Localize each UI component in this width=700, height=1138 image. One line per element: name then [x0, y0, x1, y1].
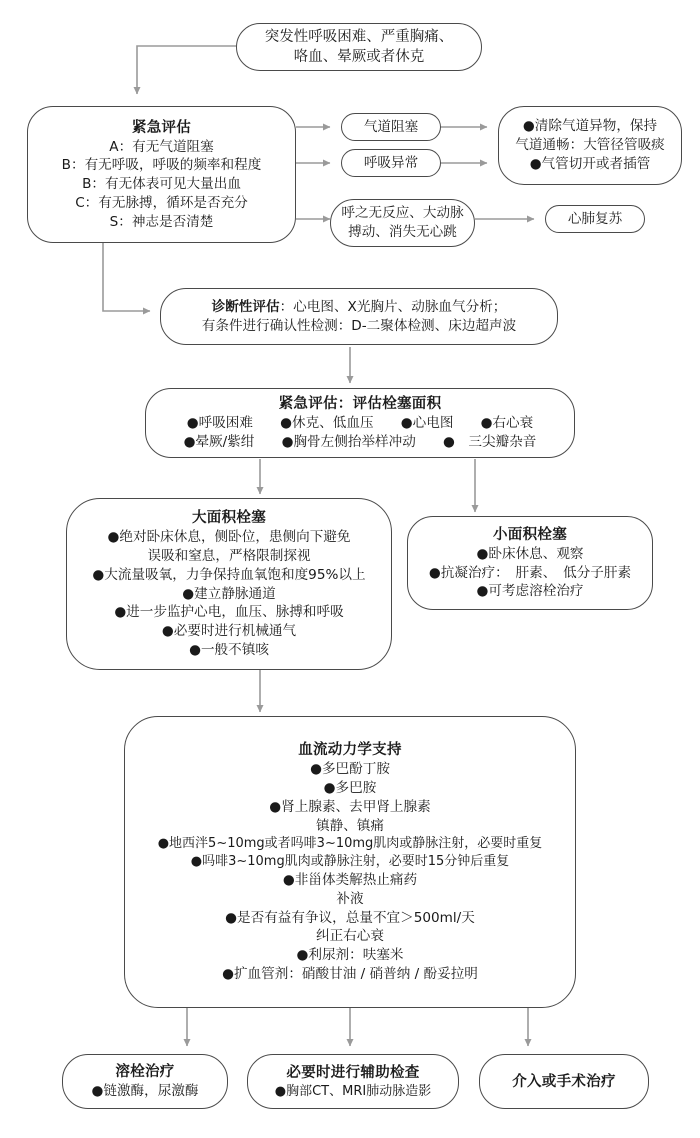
node-auxiliary-exam[interactable] — [247, 1054, 459, 1109]
small-embolism-title: 小面积栓塞 — [493, 526, 567, 543]
small-embolism-line-2: ●抗凝治疗： 肝素、 低分子肝素 — [428, 564, 632, 581]
assess-embolism-area-line-2: ●晕厥/紫绀 ●胸骨左侧抬举样冲动 ● 三尖瓣杂音 — [183, 434, 537, 450]
hemodynamic-support-line-7: ●非甾体类解热止痛药 — [282, 872, 418, 889]
arrow-onset-to-emergency — [137, 46, 236, 94]
emergency-assessment-title: 紧急评估 — [131, 119, 192, 136]
node-diagnostic-assessment[interactable] — [160, 288, 558, 345]
massive-embolism-line-3: ●大流量吸氧，力争保持血氧饱和度95%以上 — [92, 566, 366, 583]
surgery-title: 介入或手术治疗 — [512, 1073, 616, 1090]
hemodynamic-support-line-6: ●吗啡3~10mg肌肉或静脉注射，必要时15分钟后重复 — [190, 854, 510, 870]
no-response-line-1: 呼之无反应、大动脉 — [341, 205, 464, 222]
massive-embolism-line-2: 误吸和窒息，严格限制探视 — [147, 548, 311, 565]
diagnostic-assessment-rest: ：心电图、X光胸片、动脉血气分析； — [279, 298, 507, 315]
diagnostic-assessment-line-1 — [212, 298, 507, 317]
hemodynamic-support-line-3: ●肾上腺素、去甲肾上腺素 — [269, 798, 431, 815]
hemodynamic-support-line-1: ●多巴酚丁胺 — [310, 761, 390, 778]
airway-management-line-1: ●清除气道异物，保持 — [522, 118, 658, 135]
node-assess-embolism-area[interactable] — [145, 388, 575, 458]
assess-embolism-area-title: 紧急评估：评估栓塞面积 — [278, 396, 442, 413]
node-thrombolysis[interactable] — [62, 1054, 228, 1109]
node-onset[interactable] — [236, 23, 482, 71]
node-airway-obstruction[interactable] — [341, 113, 441, 141]
hemodynamic-support-line-11: ●利尿剂：呋塞米 — [296, 947, 404, 964]
hemodynamic-support-line-5: ●地西泮5~10mg或者吗啡3~10mg肌肉或静脉注射，必要时重复 — [157, 836, 543, 852]
thrombolysis-title: 溶栓治疗 — [115, 1064, 175, 1081]
small-embolism-line-3: ●可考虑溶栓治疗 — [476, 583, 584, 600]
hemodynamic-support-line-10: 纠正右心衰 — [316, 928, 384, 945]
hemodynamic-support-line-12: ●扩血管剂：硝酸甘油 / 硝普纳 / 酚妥拉明 — [222, 965, 478, 982]
cpr-label: 心肺复苏 — [567, 210, 623, 227]
hemodynamic-support-title: 血流动力学支持 — [298, 742, 402, 759]
emergency-assessment-line-s: S：神志是否清楚 — [109, 213, 214, 230]
hemodynamic-support-line-8: 补液 — [336, 890, 364, 907]
emergency-assessment-line-c: C：有无脉搏，循环是否充分 — [75, 194, 248, 211]
no-response-line-2: 搏动、消失无心跳 — [348, 224, 457, 240]
hemodynamic-support-line-2: ●多巴胺 — [323, 780, 377, 797]
node-emergency-assessment[interactable] — [27, 106, 296, 243]
node-breathing-abnormal[interactable] — [341, 149, 441, 177]
node-hemodynamic-support[interactable] — [124, 716, 576, 1008]
assess-embolism-area-line-1: ●呼吸困难 ●休克、低血压 ●心电图 ●右心衰 — [186, 415, 534, 432]
emergency-assessment-line-b2: B：有无体表可见大量出血 — [82, 176, 241, 193]
auxiliary-exam-line-1: ●胸部CT、MRI肺动脉造影 — [274, 1083, 432, 1099]
massive-embolism-line-4: ●建立静脉通道 — [182, 585, 276, 602]
node-massive-embolism[interactable] — [66, 498, 392, 670]
node-surgery[interactable] — [479, 1054, 649, 1109]
airway-management-line-2: 气道通畅：大管径管吸痰 — [515, 137, 665, 154]
auxiliary-exam-title: 必要时进行辅助检查 — [286, 1064, 420, 1081]
massive-embolism-line-1: ●绝对卧床休息，侧卧位，患侧向下避免 — [107, 529, 351, 546]
massive-embolism-title: 大面积栓塞 — [192, 510, 266, 527]
emergency-assessment-line-a: A：有无气道阻塞 — [109, 138, 214, 155]
airway-management-line-3: ●气管切开或者插管 — [529, 155, 651, 172]
node-small-embolism[interactable] — [407, 516, 653, 610]
diagnostic-assessment-line-2: 有条件进行确认性检测：D-二聚体检测、床边超声波 — [201, 317, 517, 334]
massive-embolism-line-5: ●进一步监护心电，血压、脉搏和呼吸 — [114, 604, 344, 621]
onset-line-2: 咯血、晕厥或者休克 — [293, 49, 425, 65]
airway-obstruction-label: 气道阻塞 — [363, 118, 419, 135]
small-embolism-line-1: ●卧床休息、观察 — [476, 545, 584, 562]
massive-embolism-line-7: ●一般不镇咳 — [189, 641, 269, 658]
diagnostic-assessment-bold: 诊断性评估 — [211, 298, 280, 315]
breathing-abnormal-label: 呼吸异常 — [363, 154, 419, 171]
massive-embolism-line-6: ●必要时进行机械通气 — [161, 623, 297, 640]
emergency-assessment-line-b1: B：有无呼吸，呼吸的频率和程度 — [61, 157, 262, 174]
onset-line-1: 突发性呼吸困难、严重胸痛、 — [264, 29, 454, 45]
arrow-emergency-to-diagnostic — [103, 243, 150, 311]
node-no-response[interactable] — [330, 199, 475, 247]
hemodynamic-support-line-4: 镇静、镇痛 — [316, 817, 384, 834]
hemodynamic-support-line-9: ●是否有益有争议，总量不宜＞500ml/天 — [225, 909, 475, 926]
node-cpr[interactable] — [545, 205, 645, 233]
node-airway-management[interactable] — [498, 106, 682, 185]
thrombolysis-line-1: ●链激酶，尿激酶 — [91, 1083, 199, 1100]
